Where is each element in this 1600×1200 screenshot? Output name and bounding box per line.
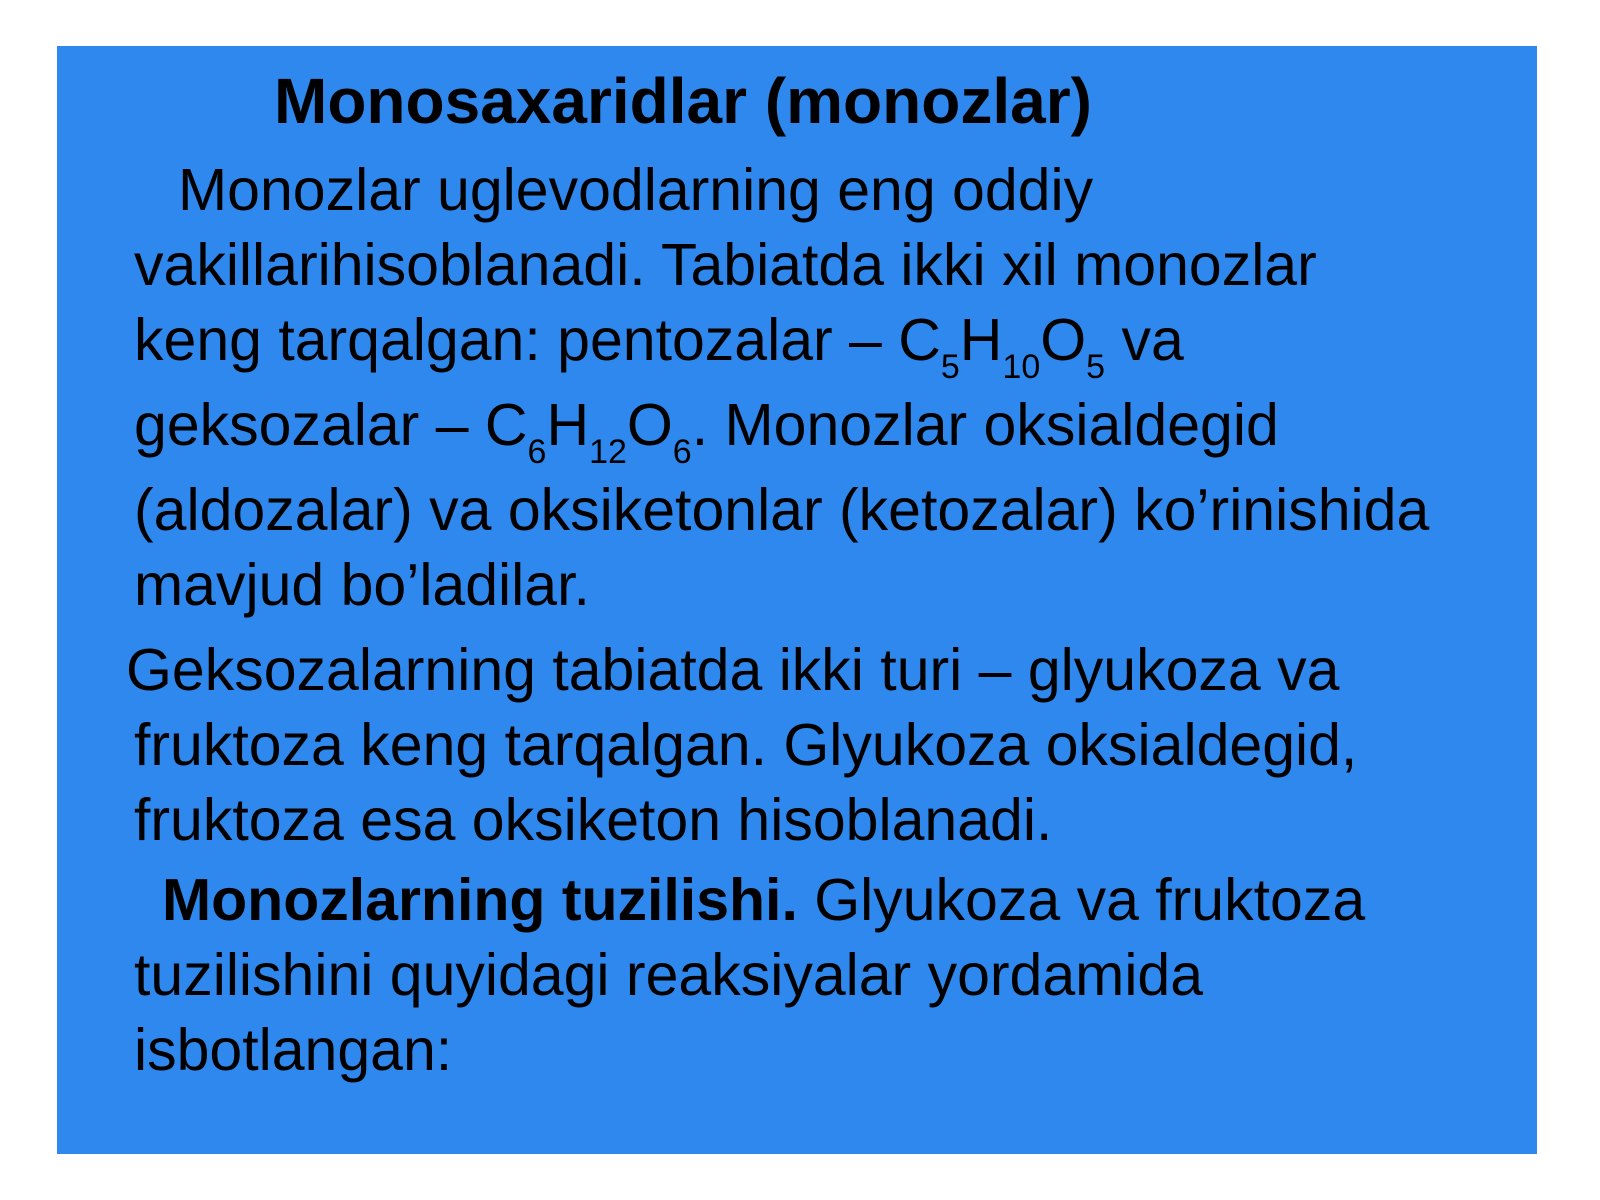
paragraph1-line5: (aldozalar) va oksiketonlar (ketozalar) ko’rinishida — [134, 477, 1430, 543]
hexose-formula — [484, 392, 692, 471]
pentose-formula — [898, 307, 1106, 386]
paragraph2-line3: fruktoza esa oksiketon hisoblanadi. — [134, 787, 1053, 853]
formula-oxygen-count: 6 — [672, 433, 692, 471]
formula-carbon: C — [898, 307, 941, 373]
formula-oxygen: O — [626, 392, 673, 458]
paragraph3-line1-rest: Glyukoza va fruktoza — [797, 867, 1366, 933]
paragraph1-line6: mavjud bo’ladilar. — [134, 552, 590, 618]
paragraph3-line2: tuzilishini quyidagi reaksiyalar yordamida — [134, 942, 1204, 1008]
formula-carbon-count: 5 — [940, 348, 960, 386]
formula-hydrogen: H — [959, 307, 1003, 373]
formula-oxygen: O — [1040, 307, 1087, 373]
formula-hydrogen: H — [546, 392, 590, 458]
paragraph1-line1: Monozlar uglevodlarning eng oddiy — [178, 157, 1094, 223]
paragraph3-line1 — [162, 865, 1365, 935]
line4-text-before: geksozalar – — [134, 392, 485, 458]
formula-hydrogen-count: 12 — [589, 433, 627, 471]
structure-heading: Monozlarning tuzilishi. — [162, 867, 798, 933]
paragraph2-line1: Geksozalarning tabiatda ikki turi – glyukoza va — [126, 637, 1340, 703]
paragraph2-line2: fruktoza keng tarqalgan. Glyukoza oksialdegid, — [134, 712, 1358, 778]
formula-hydrogen-count: 10 — [1002, 348, 1041, 386]
line3-text-before: keng tarqalgan: pentozalar – — [134, 307, 899, 373]
formula-oxygen-count: 5 — [1086, 348, 1106, 386]
paragraph3-line3: isbotlangan: — [134, 1017, 453, 1083]
paragraph1-line4 — [134, 390, 1279, 471]
formula-carbon-count: 6 — [527, 433, 547, 471]
paragraph1-line3 — [134, 305, 1184, 386]
slide-title: Monosaxaridlar (monozlar) — [274, 65, 1092, 137]
formula-carbon: C — [484, 392, 528, 458]
line3-text-after: va — [1105, 307, 1184, 373]
paragraph1-line2: vakillarihisoblanadi. Tabiatda ikki xil monozlar — [134, 232, 1317, 298]
line4-text-after: . Monozlar oksialdegid — [691, 392, 1279, 458]
